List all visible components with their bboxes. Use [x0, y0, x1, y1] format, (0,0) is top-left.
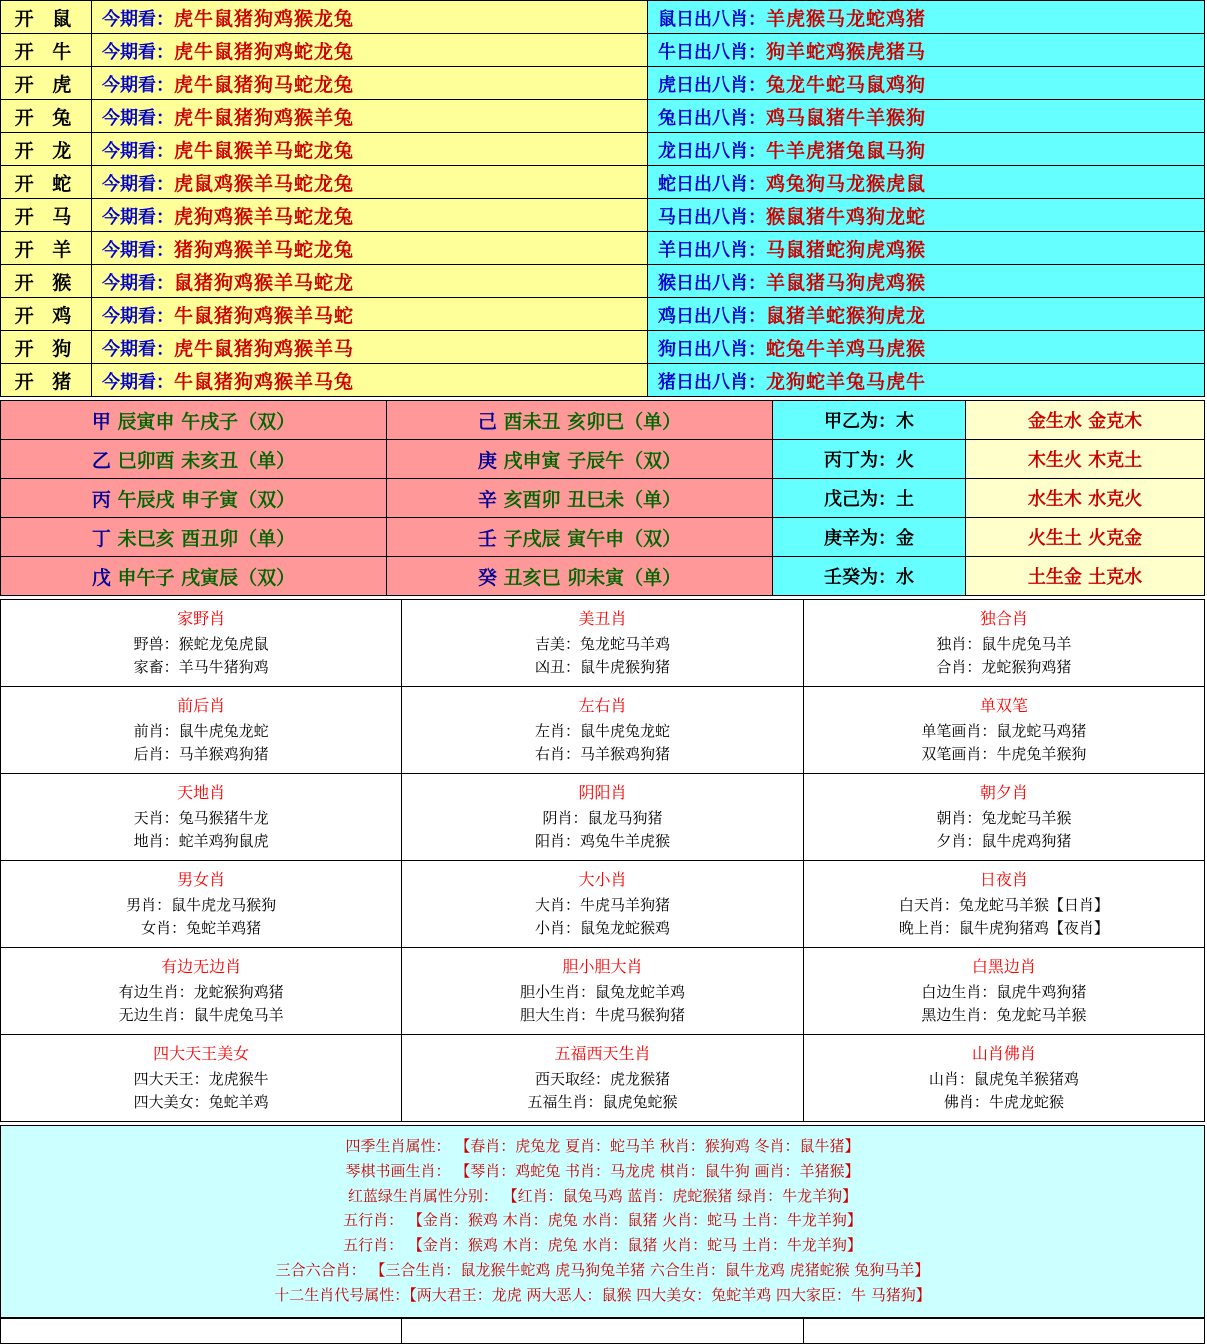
group-line: 天肖：兔马猴猪牛龙 [133, 809, 269, 827]
group-line: 白天肖：兔龙蛇马羊猴【日肖】 [898, 896, 1109, 914]
zodiac-forecast-cell [92, 331, 648, 364]
group-line: 单笔画肖：鼠龙蛇马鸡猪 [921, 722, 1087, 740]
group-line: 大肖：牛虎马羊狗猪 [534, 896, 670, 914]
ganzhi-stem: 乙 [91, 449, 111, 472]
element-relation-cell: 金生水 金克木 [966, 401, 1205, 440]
zodiac-eight-label: 虎日出八肖： [658, 74, 766, 96]
zodiac-row [1, 166, 1205, 199]
zodiac-forecast-cell [92, 232, 648, 265]
zodiac-forecast-label: 今期看： [102, 74, 174, 96]
group-line: 凶丑：鼠牛虎猴狗猪 [534, 657, 670, 676]
group-row [1, 687, 1205, 774]
zodiac-eight-cell [648, 265, 1205, 298]
ganzhi-branches: 未巳亥 酉丑卯 [117, 527, 239, 550]
ganzhi-cell-left [1, 479, 387, 518]
zodiac-eight-value: 羊鼠猪马狗虎鸡猴 [766, 271, 927, 294]
group-line: 黑边生肖：兔龙蛇马羊猴 [921, 1005, 1087, 1024]
group-title: 胆小胆大肖 [562, 957, 643, 976]
zodiac-eight-label: 牛日出八肖： [658, 41, 766, 63]
zodiac-open-label: 开 鸡 [14, 304, 78, 327]
ganzhi-row [1, 401, 1205, 440]
zodiac-row [1, 232, 1205, 265]
zodiac-eight-value: 蛇兔牛羊鸡马虎猴 [766, 337, 927, 360]
group-row [1, 948, 1205, 1035]
ganzhi-cell-left [1, 440, 387, 479]
zodiac-forecast-cell [92, 34, 648, 67]
ganzhi-cell-right [387, 479, 773, 518]
group-line: 胆大生肖：牛虎马猴狗猪 [519, 1005, 685, 1024]
group-line: 右肖：马羊猴鸡狗猪 [534, 744, 670, 763]
zodiac-row [1, 34, 1205, 67]
zodiac-forecast-cell [92, 265, 648, 298]
group-line: 晚上肖：鼠牛虎狗猪鸡【夜肖】 [898, 918, 1109, 937]
note-line: 五行肖： 【金肖：猴鸡 木肖：虎兔 水肖：鼠猪 火肖：蛇马 土肖：牛龙羊狗】 [343, 1236, 862, 1254]
zodiac-eight-value: 鸡马鼠猪牛羊猴狗 [766, 106, 927, 129]
group-cell [1, 948, 402, 1035]
zodiac-groups-table [0, 599, 1205, 1122]
group-cell [803, 861, 1204, 948]
group-line: 家畜：羊马牛猪狗鸡 [133, 657, 269, 676]
group-cell [402, 600, 803, 687]
zodiac-forecast-label: 今期看： [102, 41, 174, 63]
element-mapping-cell: 庚辛为：金 [773, 518, 966, 557]
zodiac-eight-cell [648, 133, 1205, 166]
footer-cell-3 [803, 1319, 1204, 1344]
zodiac-open-label: 开 羊 [14, 238, 78, 261]
zodiac-eight-value: 牛羊虎猪兔鼠马狗 [766, 139, 927, 162]
zodiac-row [1, 364, 1205, 397]
zodiac-open-label: 开 猴 [14, 271, 78, 294]
zodiac-forecast-cell [92, 1, 648, 34]
group-line: 阴肖：鼠龙马狗猪 [542, 809, 663, 827]
ganzhi-row [1, 518, 1205, 557]
group-title: 男女肖 [177, 870, 226, 889]
zodiac-forecast-value: 虎鼠鸡猴羊马蛇龙兔 [174, 172, 355, 195]
element-mapping-cell: 壬癸为：水 [773, 557, 966, 596]
ganzhi-cell-left [1, 401, 387, 440]
zodiac-eight-value: 猴鼠猪牛鸡狗龙蛇 [766, 205, 927, 228]
zodiac-eight-label: 蛇日出八肖： [658, 173, 766, 195]
zodiac-open-label: 开 龙 [14, 139, 78, 162]
ganzhi-branches: 申午子 戌寅辰 [117, 566, 239, 589]
zodiac-forecast-label: 今期看： [102, 8, 174, 30]
ganzhi-cell-left [1, 557, 387, 596]
zodiac-row [1, 199, 1205, 232]
zodiac-open-cell [1, 34, 92, 67]
group-cell [402, 687, 803, 774]
zodiac-open-cell [1, 133, 92, 166]
group-line: 无边生肖：鼠牛虎兔马羊 [118, 1005, 284, 1024]
group-title: 单双笔 [979, 696, 1028, 715]
ganzhi-cell-right [387, 401, 773, 440]
group-line: 佛肖：牛虎龙蛇猴 [943, 1092, 1064, 1111]
zodiac-eight-cell [648, 199, 1205, 232]
ganzhi-branches: 巳卯酉 未亥丑 [117, 449, 239, 472]
zodiac-forecast-cell [92, 100, 648, 133]
group-cell [803, 948, 1204, 1035]
zodiac-forecast-value: 虎牛鼠猪狗鸡猴龙兔 [174, 7, 355, 30]
zodiac-eight-cell [648, 166, 1205, 199]
group-line: 吉美：兔龙蛇马羊鸡 [534, 635, 670, 653]
group-title: 山肖佛肖 [971, 1044, 1036, 1063]
zodiac-forecast-value: 虎牛鼠猪狗鸡蛇龙兔 [174, 40, 355, 63]
group-cell [1, 600, 402, 687]
ganzhi-stem: 癸 [477, 566, 497, 589]
zodiac-eight-label: 猴日出八肖： [658, 272, 766, 294]
zodiac-forecast-label: 今期看： [102, 107, 174, 129]
ganzhi-row [1, 557, 1205, 596]
group-line: 有边生肖：龙蛇猴狗鸡猪 [118, 983, 284, 1001]
ganzhi-cell-right [387, 557, 773, 596]
group-line: 小肖：鼠兔龙蛇猴鸡 [534, 918, 670, 937]
zodiac-forecast-label: 今期看： [102, 206, 174, 228]
zodiac-eight-cell [648, 100, 1205, 133]
group-cell [402, 861, 803, 948]
group-cell [1, 774, 402, 861]
zodiac-eight-value: 鼠猪羊蛇猴狗虎龙 [766, 304, 927, 327]
group-cell [402, 1035, 803, 1122]
zodiac-eight-label: 猪日出八肖： [658, 371, 766, 393]
ganzhi-parity: （双） [238, 488, 296, 511]
note-line: 三合六合肖： 【三合生肖：鼠龙猴牛蛇鸡 虎马狗兔羊猪 六合生肖：鼠牛龙鸡 虎猪蛇猴 兔狗马羊】 [275, 1260, 930, 1279]
zodiac-open-cell [1, 298, 92, 331]
zodiac-open-label: 开 虎 [14, 73, 78, 96]
zodiac-open-cell [1, 1, 92, 34]
zodiac-forecast-cell [92, 298, 648, 331]
zodiac-open-cell [1, 100, 92, 133]
ganzhi-branches: 辰寅申 午戌子 [117, 410, 239, 433]
zodiac-open-label: 开 马 [14, 205, 78, 228]
zodiac-eight-label: 龙日出八肖： [658, 140, 766, 162]
zodiac-forecast-cell [92, 166, 648, 199]
zodiac-forecast-label: 今期看： [102, 239, 174, 261]
zodiac-open-label: 开 牛 [14, 40, 78, 63]
zodiac-forecast-label: 今期看： [102, 338, 174, 360]
zodiac-forecast-value: 猪狗鸡猴羊马蛇龙兔 [174, 238, 355, 261]
note-line: 四季生肖属性： 【春肖：虎兔龙 夏肖：蛇马羊 秋肖：猴狗鸡 冬肖：鼠牛猪】 [345, 1137, 860, 1155]
ganzhi-branches: 丑亥巳 卯未寅 [503, 566, 625, 589]
zodiac-row [1, 331, 1205, 364]
zodiac-row [1, 133, 1205, 166]
zodiac-open-label: 开 猪 [14, 370, 78, 393]
group-cell [803, 1035, 1204, 1122]
zodiac-forecast-value: 虎牛鼠猴羊马蛇龙兔 [174, 139, 355, 162]
element-relation-cell: 水生木 水克火 [966, 479, 1205, 518]
ganzhi-stem: 甲 [91, 410, 111, 433]
notes-table [0, 1125, 1205, 1318]
group-row [1, 1035, 1205, 1122]
zodiac-open-label: 开 兔 [14, 106, 78, 129]
zodiac-eight-label: 狗日出八肖： [658, 338, 766, 360]
ganzhi-parity: （双） [624, 527, 682, 550]
zodiac-eight-label: 鼠日出八肖： [658, 8, 766, 30]
zodiac-row [1, 100, 1205, 133]
group-title: 大小肖 [578, 870, 627, 889]
note-line: 十二生肖代号属性：【两大君王：龙虎 两大恶人：鼠猴 四大美女：兔蛇羊鸡 四大家臣：牛 马猪狗】 [274, 1285, 931, 1304]
zodiac-row [1, 298, 1205, 331]
ganzhi-branches: 戌申寅 子辰午 [503, 449, 625, 472]
group-cell [1, 687, 402, 774]
ganzhi-cell-right [387, 518, 773, 557]
ganzhi-parity: （单） [624, 488, 682, 511]
element-relation-cell: 木生火 木克土 [966, 440, 1205, 479]
ganzhi-branches: 子戌辰 寅午申 [503, 527, 625, 550]
group-line: 左肖：鼠牛虎兔龙蛇 [534, 722, 670, 740]
zodiac-eight-value: 兔龙牛蛇马鼠鸡狗 [766, 73, 927, 96]
zodiac-forecast-value: 虎狗鸡猴羊马蛇龙兔 [174, 205, 355, 228]
footer-spacer-table [0, 1318, 1205, 1344]
note-line: 红蓝绿生肖属性分别： 【红肖：鼠兔马鸡 蓝肖：虎蛇猴猪 绿肖：牛龙羊狗】 [347, 1186, 858, 1205]
zodiac-eight-cell [648, 232, 1205, 265]
group-row [1, 600, 1205, 687]
group-line: 夕肖：鼠牛虎鸡狗猪 [936, 831, 1072, 850]
group-cell [803, 687, 1204, 774]
ganzhi-parity: （双） [238, 410, 296, 433]
zodiac-open-label: 开 蛇 [14, 172, 78, 195]
group-title: 阴阳肖 [578, 783, 627, 802]
zodiac-open-cell [1, 199, 92, 232]
zodiac-open-label: 开 鼠 [14, 7, 78, 30]
ganzhi-stem: 壬 [477, 527, 497, 550]
zodiac-eight-cell [648, 67, 1205, 100]
zodiac-eight-label: 羊日出八肖： [658, 239, 766, 261]
group-line: 胆小生肖：鼠兔龙蛇羊鸡 [519, 983, 685, 1001]
zodiac-forecast-cell [92, 133, 648, 166]
element-mapping-cell: 丙丁为：火 [773, 440, 966, 479]
element-mapping-cell: 甲乙为：木 [773, 401, 966, 440]
group-line: 前肖：鼠牛虎兔龙蛇 [133, 722, 269, 740]
group-title: 朝夕肖 [979, 783, 1028, 802]
element-relation-cell: 火生土 火克金 [966, 518, 1205, 557]
element-mapping-cell: 戊己为：土 [773, 479, 966, 518]
group-line: 后肖：马羊猴鸡狗猪 [133, 744, 269, 763]
ganzhi-stem: 庚 [477, 449, 497, 472]
group-line: 四大天王：龙虎猴牛 [133, 1070, 269, 1088]
group-title: 日夜肖 [979, 870, 1028, 889]
zodiac-eight-value: 马鼠猪蛇狗虎鸡猴 [766, 238, 927, 261]
zodiac-forecast-value: 虎牛鼠猪狗鸡猴羊兔 [174, 106, 355, 129]
group-row [1, 774, 1205, 861]
ganzhi-branches: 亥酉卯 丑巳未 [503, 488, 625, 511]
zodiac-open-cell [1, 364, 92, 397]
zodiac-eight-value: 龙狗蛇羊兔马虎牛 [766, 370, 927, 393]
group-cell [1, 1035, 402, 1122]
group-cell [402, 774, 803, 861]
zodiac-eight-label: 马日出八肖： [658, 206, 766, 228]
zodiac-row [1, 1, 1205, 34]
ganzhi-branches: 酉未丑 亥卯巳 [503, 410, 625, 433]
ganzhi-stem: 辛 [477, 488, 497, 511]
zodiac-eight-cell [648, 1, 1205, 34]
group-line: 阳肖：鸡兔牛羊虎猴 [534, 831, 670, 850]
group-title: 美丑肖 [578, 609, 627, 628]
group-line: 合肖：龙蛇猴狗鸡猪 [936, 657, 1072, 676]
ganzhi-stem: 戊 [91, 566, 111, 589]
zodiac-forecast-label: 今期看： [102, 305, 174, 327]
group-title: 五福西天生肖 [554, 1044, 651, 1063]
group-line: 朝肖：兔龙蛇马羊猴 [936, 809, 1072, 827]
group-title: 天地肖 [177, 783, 226, 802]
group-line: 白边生肖：鼠虎牛鸡狗猪 [921, 983, 1087, 1001]
zodiac-forecast-label: 今期看： [102, 371, 174, 393]
zodiac-forecast-cell [92, 199, 648, 232]
footer-cell-2 [402, 1319, 803, 1344]
ganzhi-row [1, 479, 1205, 518]
zodiac-forecast-value: 虎牛鼠猪狗马蛇龙兔 [174, 73, 355, 96]
zodiac-forecast-value: 牛鼠猪狗鸡猴羊马蛇 [174, 304, 355, 327]
group-cell [803, 600, 1204, 687]
group-title: 前后肖 [177, 696, 226, 715]
zodiac-forecast-cell [92, 364, 648, 397]
zodiac-open-cell [1, 331, 92, 364]
group-title: 家野肖 [177, 609, 226, 628]
zodiac-eight-value: 羊虎猴马龙蛇鸡猪 [766, 7, 927, 30]
zodiac-open-cell [1, 265, 92, 298]
footer-cell-1 [1, 1319, 402, 1344]
zodiac-forecast-label: 今期看： [102, 173, 174, 195]
ganzhi-cell-left [1, 518, 387, 557]
zodiac-open-cell [1, 67, 92, 100]
group-line: 五福生肖：鼠虎兔蛇猴 [527, 1092, 678, 1111]
note-line: 五行肖： 【金肖：猴鸡 木肖：虎兔 水肖：鼠猪 火肖：蛇马 土肖：牛龙羊狗】 [343, 1211, 862, 1230]
group-cell [402, 948, 803, 1035]
zodiac-eight-cell [648, 34, 1205, 67]
group-title: 有边无边肖 [161, 957, 242, 976]
group-line: 四大美女：兔蛇羊鸡 [133, 1092, 269, 1111]
ganzhi-stem: 丙 [91, 488, 111, 511]
zodiac-open-label: 开 狗 [14, 337, 78, 360]
group-title: 四大天王美女 [153, 1044, 250, 1063]
zodiac-eight-label: 兔日出八肖： [658, 107, 766, 129]
group-row [1, 861, 1205, 948]
ganzhi-parity: （单） [238, 449, 296, 472]
zodiac-forecast-value: 牛鼠猪狗鸡猴羊马兔 [174, 370, 355, 393]
ganzhi-table [0, 400, 1205, 596]
ganzhi-branches: 午辰戌 申子寅 [117, 488, 239, 511]
zodiac-row [1, 67, 1205, 100]
zodiac-eight-cell [648, 331, 1205, 364]
ganzhi-stem: 丁 [91, 527, 111, 550]
ganzhi-parity: （单） [624, 566, 682, 589]
group-cell [1, 861, 402, 948]
group-line: 野兽：猴蛇龙兔虎鼠 [133, 635, 269, 653]
group-line: 独肖：鼠牛虎兔马羊 [936, 635, 1072, 653]
ganzhi-row [1, 440, 1205, 479]
ganzhi-parity: （双） [624, 449, 682, 472]
group-title: 独合肖 [979, 609, 1028, 628]
zodiac-forecast-label: 今期看： [102, 140, 174, 162]
group-line: 西天取经：虎龙猴猪 [534, 1070, 670, 1088]
ganzhi-parity: （单） [238, 527, 296, 550]
group-line: 山肖：鼠虎兔羊猴猪鸡 [928, 1070, 1079, 1088]
element-relation-cell: 土生金 土克水 [966, 557, 1205, 596]
zodiac-forecast-cell [92, 67, 648, 100]
zodiac-row [1, 265, 1205, 298]
zodiac-open-cell [1, 166, 92, 199]
ganzhi-parity: （单） [624, 410, 682, 433]
notes-cell [1, 1126, 1205, 1318]
zodiac-eight-cell [648, 298, 1205, 331]
zodiac-eight-label: 鸡日出八肖： [658, 305, 766, 327]
group-line: 双笔画肖：牛虎兔羊猴狗 [921, 744, 1087, 763]
zodiac-forecast-label: 今期看： [102, 272, 174, 294]
ganzhi-parity: （双） [238, 566, 296, 589]
zodiac-forecast-value: 虎牛鼠猪狗鸡猴羊马 [174, 337, 355, 360]
group-title: 白黑边肖 [971, 957, 1036, 976]
zodiac-table [0, 0, 1205, 397]
zodiac-forecast-value: 鼠猪狗鸡猴羊马蛇龙 [174, 271, 355, 294]
group-line: 女肖：兔蛇羊鸡猪 [141, 918, 262, 937]
zodiac-eight-value: 狗羊蛇鸡猴虎猪马 [766, 40, 927, 63]
group-line: 地肖：蛇羊鸡狗鼠虎 [133, 831, 269, 850]
group-cell [803, 774, 1204, 861]
zodiac-open-cell [1, 232, 92, 265]
ganzhi-stem: 己 [477, 410, 497, 433]
ganzhi-cell-right [387, 440, 773, 479]
group-title: 左右肖 [578, 696, 627, 715]
group-line: 男肖：鼠牛虎龙马猴狗 [126, 896, 277, 914]
note-line: 琴棋书画生肖： 【琴肖：鸡蛇兔 书肖：马龙虎 棋肖：鼠牛狗 画肖：羊猪猴】 [345, 1161, 860, 1180]
zodiac-eight-cell [648, 364, 1205, 397]
zodiac-eight-value: 鸡兔狗马龙猴虎鼠 [766, 172, 927, 195]
